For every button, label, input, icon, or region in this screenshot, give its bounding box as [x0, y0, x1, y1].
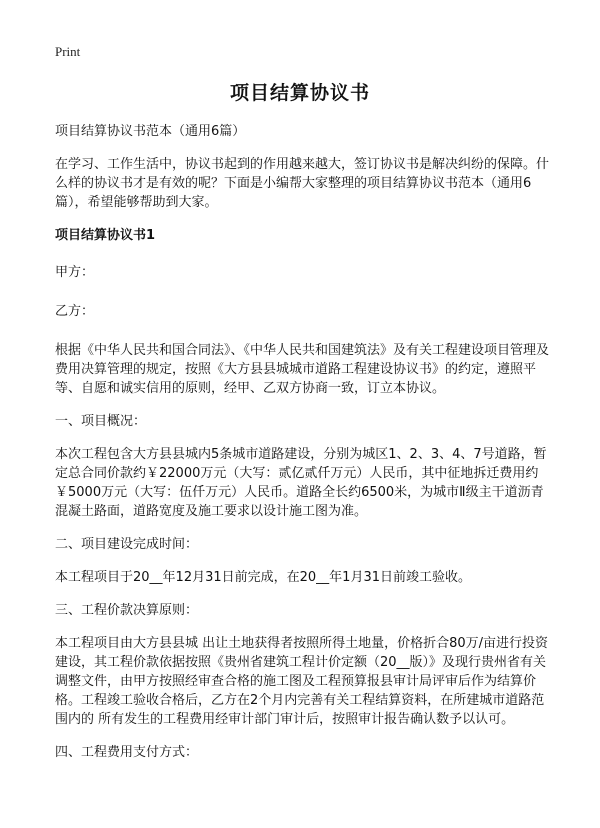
section-3-body: 本工程项目由大方县县城 出让土地获得者按照所得土地量，价格折合80万/亩进行投资建设，其工程价款依据按照《贵州省建筑工程计价定额（20__版）》及现行贵州省有关调整文件，由甲方按照经审查合格的施工图及工程预算报县审计局评审后作为结算价格。工程竣工验收合格后，乙方在2个月内完善有关工程结算资料，在所建城市道路范围内的 所有发生的工程费用经审计部门审计后，按照审计报告确认数予以认可。 — [55, 636, 549, 727]
party-a-line: 甲方： — [55, 265, 95, 280]
document-body — [55, 122, 552, 776]
section-4-title: 四、工程费用支付方式： — [55, 745, 199, 760]
section-2-title: 二、项目建设完成时间： — [55, 537, 199, 552]
intro-paragraph: 在学习、工作生活中，协议书起到的作用越来越大，签订协议书是解决纠纷的保障。什么样的协议书才是有效的呢？下面是小编帮大家整理的项目结算协议书范本（通用6篇），希望能够帮助到大家。 — [55, 157, 550, 210]
section-1-title: 一、项目概况： — [55, 414, 147, 429]
section-heading: 项目结算协议书1 — [55, 228, 156, 243]
party-b-line: 乙方： — [55, 304, 95, 319]
section-1-body: 本次工程包含大方县县城内5条城市道路建设，分别为城区1、2、3、4、7号道路，暂定总合同价款约￥22000万元（大写：贰亿贰仟万元）人民币，其中征地拆迁费用约￥5000万元（大写：伍仟万元）人民币。道路全长约6500米，为城市Ⅱ级主干道沥青混凝土路面，道路宽度及施工要求以设计施工图为准。 — [55, 447, 547, 519]
section-2-body: 本工程项目于20__年12月31日前完成，在20__年1月31日前竣工验收。 — [55, 570, 471, 585]
document-subtitle: 项目结算协议书范本（通用6篇） — [55, 124, 246, 139]
print-link[interactable]: Print — [55, 44, 81, 59]
section-3-title: 三、工程价款决算原则： — [55, 603, 199, 618]
document-title: 项目结算协议书 — [229, 82, 370, 104]
basis-paragraph: 根据《中华人民共和国合同法》、《中华人民共和国建筑法》及有关工程建设项目管理及费用决算管理的规定，按照《大方县县城城市道路工程建设协议书》的约定，遵照平等、自愿和诚实信用的原则，经甲、乙双方协商一致，订立本协议。 — [55, 343, 550, 396]
